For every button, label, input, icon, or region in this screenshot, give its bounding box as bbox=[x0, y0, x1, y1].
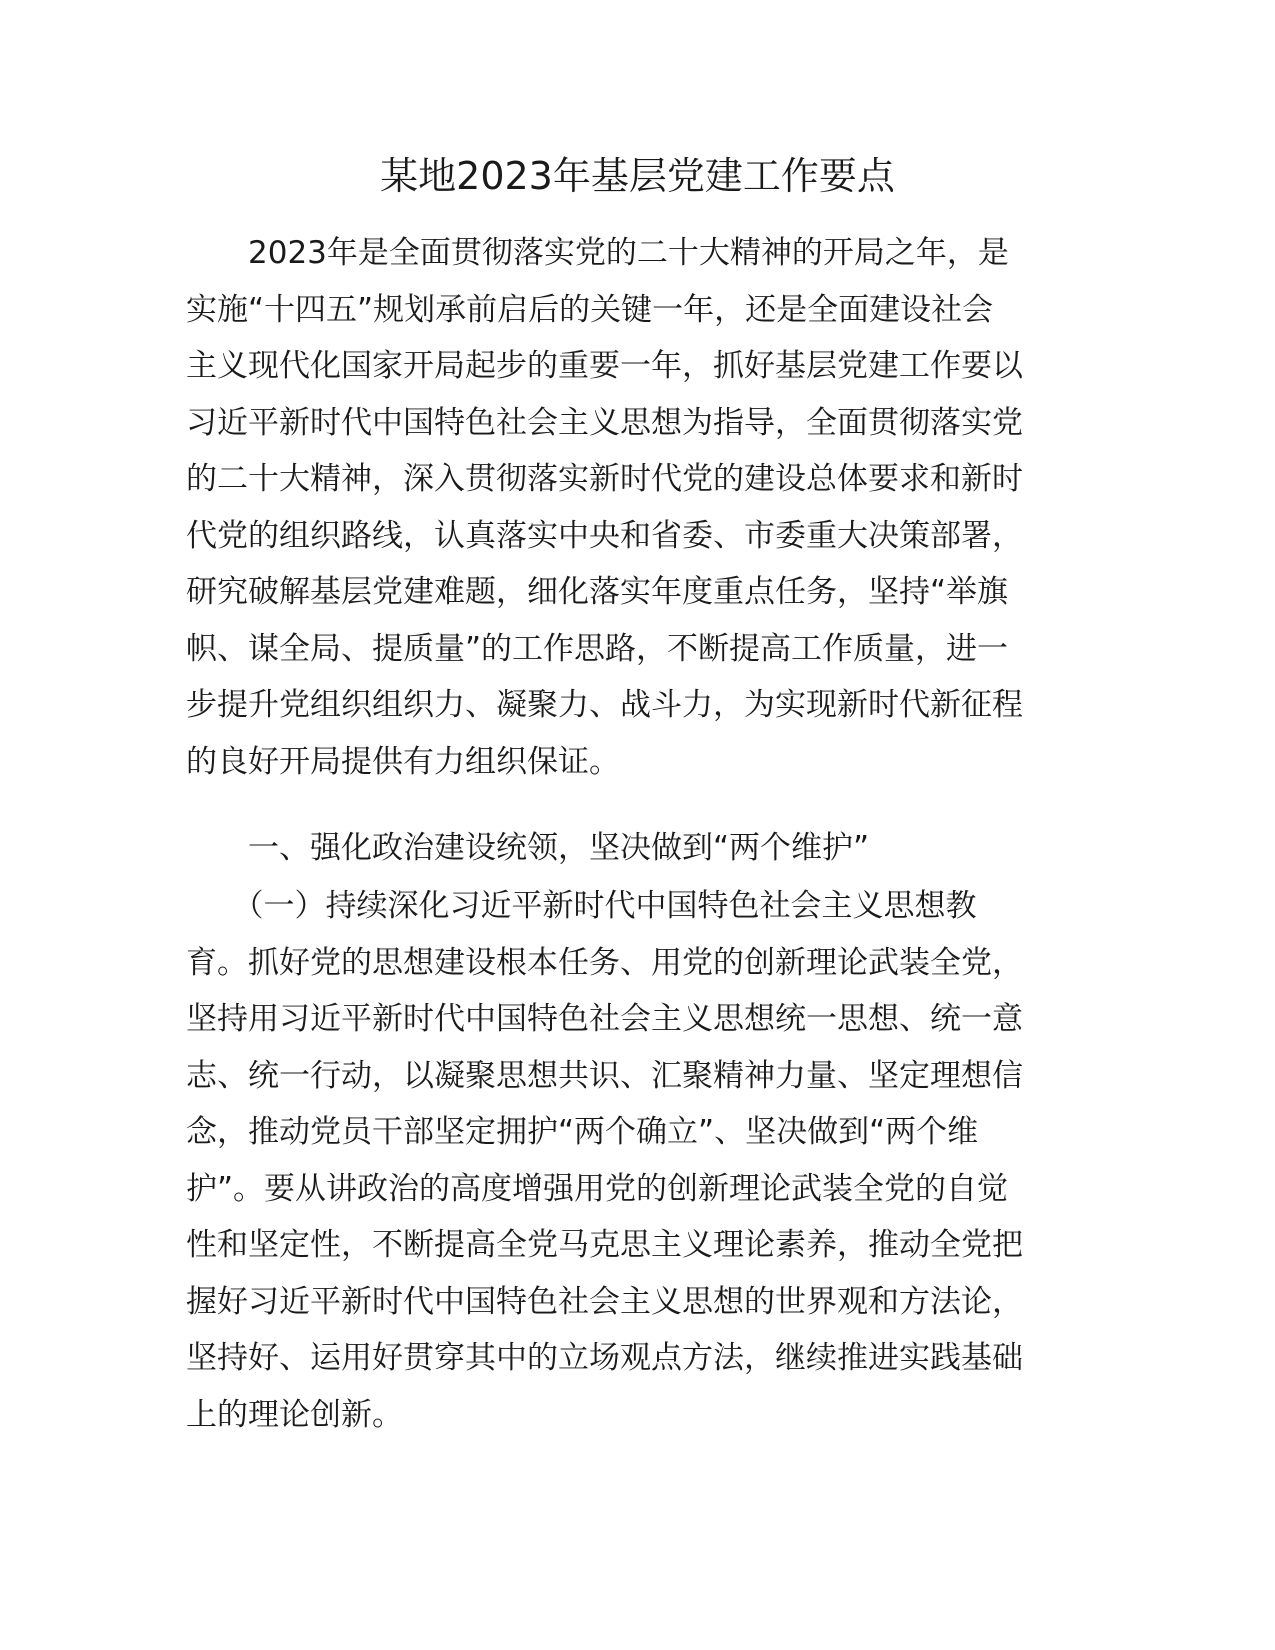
paragraph-line: 帜、谋全局、提质量”的工作思路，不断提高工作质量，进一 bbox=[186, 630, 1009, 667]
intro-paragraph bbox=[186, 225, 1092, 790]
paragraph-line: 的良好开局提供有力组织保证。 bbox=[186, 743, 620, 780]
paragraph-line: 念，推动党员干部坚定拥护“两个确立”、坚决做到“两个维 bbox=[186, 1114, 979, 1150]
document-title: 某地2023年基层党建工作要点 bbox=[380, 154, 895, 198]
paragraph-line: 步提升党组织组织力、凝聚力、战斗力，为实现新时代新征程 bbox=[186, 687, 1023, 723]
paragraph-line: 主义现代化国家开局起步的重要一年，抓好基层党建工作要以 bbox=[186, 348, 1023, 384]
paragraph-line: 上的理论创新。 bbox=[186, 1396, 403, 1433]
subsection-paragraph bbox=[186, 878, 1092, 1443]
paragraph-line: 实施“十四五”规划承前启后的关键一年，还是全面建设社会 bbox=[186, 291, 994, 328]
paragraph-line: 志、统一行动，以凝聚思想共识、汇聚精神力量、坚定理想信 bbox=[186, 1057, 1023, 1094]
paragraph-line: 代党的组织路线，认真落实中央和省委、市委重大决策部署， bbox=[186, 517, 1023, 554]
section-heading-line: 一、强化政治建设统领，坚决做到“两个维护” bbox=[186, 830, 870, 866]
paragraph-line: 坚持好、运用好贯穿其中的立场观点方法，继续推进实践基础 bbox=[186, 1340, 1023, 1376]
paragraph-line: 的二十大精神，深入贯彻落实新时代党的建设总体要求和新时 bbox=[186, 461, 1023, 497]
paragraph-line: 性和坚定性，不断提高全党马克思主义理论素养，推动全党把 bbox=[186, 1227, 1023, 1263]
paragraph-line: 护”。要从讲政治的高度增强用党的创新理论武装全党的自觉 bbox=[186, 1170, 1009, 1207]
section-heading bbox=[186, 820, 1092, 877]
paragraph-line: 育。抓好党的思想建设根本任务、用党的创新理论武装全党， bbox=[186, 944, 1023, 981]
paragraph-line: 握好习近平新时代中国特色社会主义思想的世界观和方法论， bbox=[186, 1283, 1023, 1320]
paragraph-line: 2023年是全面贯彻落实党的二十大精神的开局之年，是 bbox=[186, 235, 1009, 271]
paragraph-line: （一）持续深化习近平新时代中国特色社会主义思想教 bbox=[186, 888, 977, 924]
paragraph-line: 习近平新时代中国特色社会主义思想为指导，全面贯彻落实党 bbox=[186, 404, 1023, 441]
paragraph-line: 坚持用习近平新时代中国特色社会主义思想统一思想、统一意 bbox=[186, 1001, 1023, 1037]
paragraph-line: 研究破解基层党建难题，细化落实年度重点任务，坚持“举旗 bbox=[186, 574, 1009, 610]
